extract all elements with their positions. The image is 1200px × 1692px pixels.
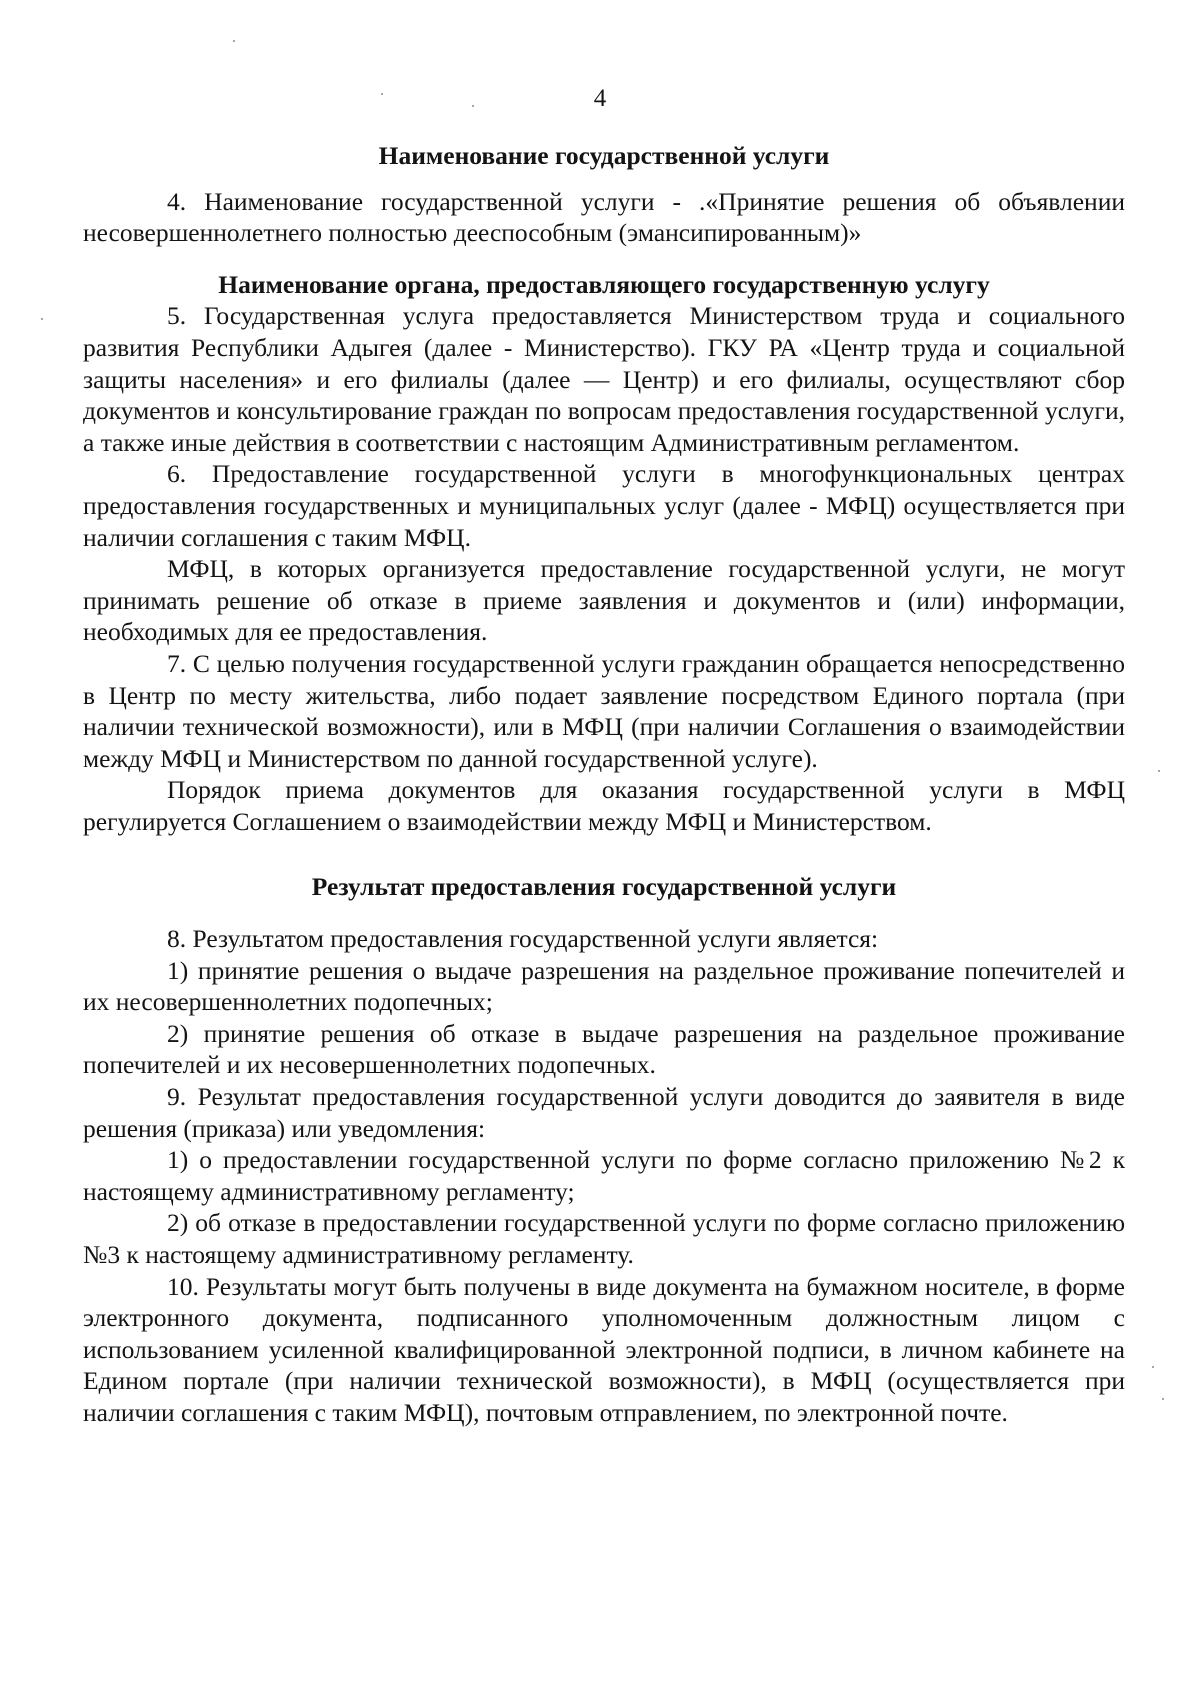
document-body [83, 140, 1125, 1429]
paragraph-9-item-2: 2) об отказе в предоставлении государственной услуги по форме согласно приложению №3 к настоящему административному регламенту. [83, 1208, 1125, 1269]
paragraph-6-mfc: МФЦ, в которых организуется предоставление государственной услуги, не могут принимать решение об отказе в приеме заявления и документов и (или) информации, необходимых для ее предоставления. [83, 554, 1125, 647]
paragraph-7-order: Порядок приема документов для оказания государственной услуги в МФЦ регулируется Соглашением о взаимодействии между МФЦ и Министерством. [83, 775, 1125, 836]
paragraph-10: 10. Результаты могут быть получены в виде документа на бумажном носителе, в форме электронного документа, подписанного уполномоченным должностным лицом с использованием усиленной квалифицированной электронной подписи, в личном кабинете на Едином портале (при наличии технической возможности), в МФЦ (осуществляется при наличии соглашения с таким МФЦ), почтовым отправлением, по электронной почте. [83, 1271, 1125, 1427]
page-number: 4 [593, 85, 607, 112]
paragraph-5: 5. Государственная услуга предоставляется Министерством труда и социального развития Республики Адыгея (далее - Министерство). ГКУ РА «Центр труда и социальной защиты населения» и его филиалы (далее — Центр) и его филиалы, осуществляют сбор документов и консультирование граждан по вопросам предоставления государственной услуги, а также иные действия в соответствии с настоящим Административным регламентом. [83, 301, 1125, 457]
paragraph-9: 9. Результат предоставления государственной услуги доводится до заявителя в виде решения (приказа) или уведомления: [83, 1082, 1125, 1143]
heading-providing-body: Наименование органа, предоставляющего государственную услугу [218, 269, 990, 299]
paragraph-6: 6. Предоставление государственной услуги в многофункциональных центрах предоставления государственных и муниципальных услуг (далее - МФЦ) осуществляется при наличии соглашения с таким МФЦ. [83, 459, 1125, 552]
heading-service-name: Наименование государственной услуги [378, 141, 830, 170]
heading-result: Результат предоставления государственной услуги [311, 872, 897, 902]
paragraph-8: 8. Результатом предоставления государственной услуги является: [167, 924, 879, 954]
paragraph-8-item-2: 2) принятие решения об отказе в выдаче разрешения на раздельное проживание попечителей и их несовершеннолетних подопечных. [83, 1018, 1125, 1080]
paragraph-7: 7. С целью получения государственной услуги гражданин обращается непосредственно в Центр по месту жительства, либо подает заявление посредством Единого портала (при наличии технической возможности), или в МФЦ (при наличии Соглашения о взаимодействии между МФЦ и Министерством по данной государственной услуге). [83, 648, 1125, 773]
paragraph-8-item-1: 1) принятие решения о выдаче разрешения на раздельное проживание попечителей и их несовершеннолетних подопечных; [83, 955, 1125, 1017]
paragraph-9-item-1: 1) о предоставлении государственной услуги по форме согласно приложению №2 к настоящему административному регламенту; [83, 1145, 1125, 1206]
paragraph-4: 4. Наименование государственной услуги - .«Принятие решения об объявлении несовершеннолетнего полностью дееспособным (эмансипированным)» [83, 186, 1125, 248]
